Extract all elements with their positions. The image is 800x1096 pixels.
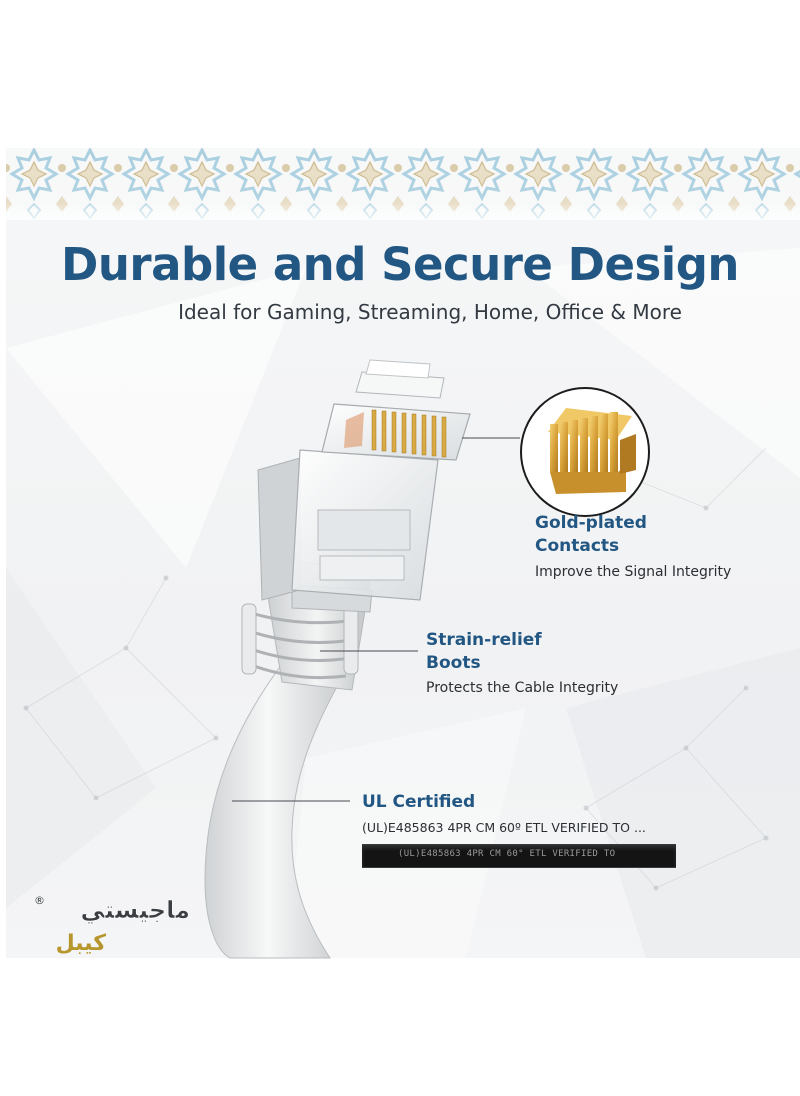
gold-contacts-zoom — [521, 388, 649, 516]
feature-strain-relief-title-line2: Boots — [426, 653, 481, 673]
subheadline: Ideal for Gaming, Streaming, Home, Office & More — [178, 300, 682, 324]
feature-gold-plated-title-line2: Contacts — [535, 536, 620, 556]
rj45-connector — [258, 360, 470, 600]
brand-logo — [30, 886, 200, 956]
cable-print-text: (UL)E485863 4PR CM 60° ETL VERIFIED TO — [398, 849, 616, 859]
logo-line1: ماجيستي — [80, 896, 190, 924]
feature-strain-relief-description: Protects the Cable Integrity — [426, 680, 619, 696]
logo-line2: كيبل — [55, 931, 106, 956]
feature-gold-plated-description: Improve the Signal Integrity — [535, 564, 732, 580]
feature-ul-certified-title: UL Certified — [362, 792, 476, 812]
logo-registered-mark: ® — [34, 894, 45, 907]
cable-body — [205, 660, 345, 958]
feature-ul-certified-description: (UL)E485863 4PR CM 60º ETL VERIFIED TO ... — [362, 820, 646, 835]
cable-jacket-print — [362, 844, 676, 868]
headline: Durable and Secure Design — [61, 238, 739, 291]
feature-gold-plated-title-line1: Gold-plated — [535, 513, 647, 533]
feature-strain-relief-title-line1: Strain-relief — [426, 630, 542, 650]
